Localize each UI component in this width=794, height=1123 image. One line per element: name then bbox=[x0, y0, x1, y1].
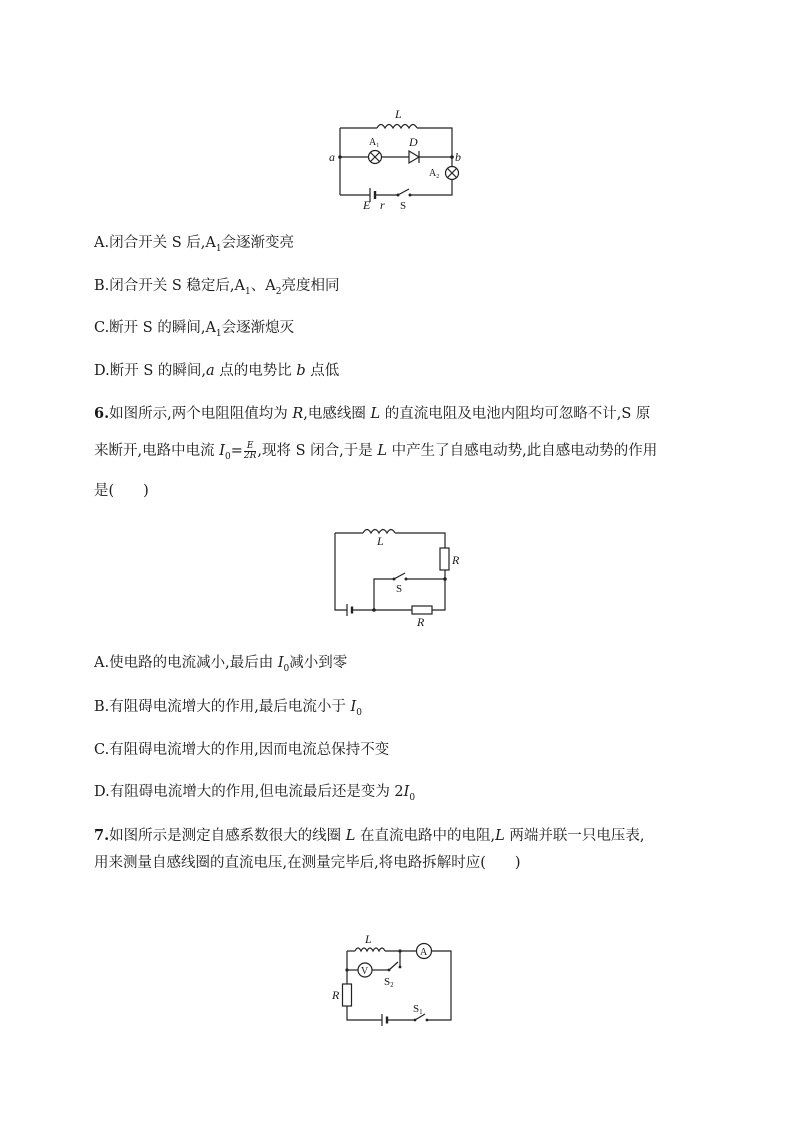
switch-S-icon bbox=[393, 573, 408, 581]
q5-option-b: B.闭合开关 S 稳定后$,A_1$、$A_2$亮度相同 bbox=[94, 278, 340, 297]
q6-stem-line2: 来断开,电路中电流 $I_0=$ $\frac{E}{2R}$ ,现将 S 闭合,于是 L 中产生了自感电动势,此自感电动势的作用 bbox=[94, 440, 658, 462]
circuit-diagram-2 bbox=[325, 518, 470, 630]
q6-option-c: C.有阻碍电流增大的作用,因而电流总保持不变 bbox=[94, 742, 390, 758]
q5-option-c: C.断开 S 的瞬间$,A_1$会逐渐熄灭 bbox=[94, 320, 295, 339]
label-L: L bbox=[377, 534, 384, 548]
label-a: a bbox=[329, 150, 335, 164]
fraction-E-over-2R: $\frac{E}{2R}$ bbox=[243, 440, 257, 461]
ammeter-icon bbox=[417, 944, 432, 959]
label-S2: S2 bbox=[384, 976, 394, 989]
label-L: L bbox=[365, 932, 372, 946]
label-A1: $A_1$ bbox=[369, 137, 380, 149]
label-r: r bbox=[380, 198, 385, 212]
q6-option-d: D.有阻碍电流增大的作用,但电流最后还是变为 $2I_0$ bbox=[94, 784, 416, 803]
voltmeter-icon bbox=[358, 963, 372, 977]
svg-text:V: V bbox=[361, 966, 369, 977]
circuit-diagram-3 bbox=[330, 926, 460, 1030]
label-S: S bbox=[396, 583, 403, 595]
q6-stem-line1: 6.如图所示,两个电阻阻值均为 R,电感线圈 L 的直流电阻及电池内阻均可忽略不计,S 原 bbox=[94, 405, 651, 422]
q7-stem-line1: 7.如图所示是测定自感系数很大的线圈 L 在直流电路中的电阻,L 两端并联一只电压表, bbox=[94, 827, 645, 844]
label-b: b bbox=[455, 150, 461, 164]
battery-icon bbox=[370, 188, 375, 202]
resistor-R2-icon bbox=[412, 606, 432, 614]
diode-D-icon bbox=[409, 151, 419, 163]
lamp-A1-icon bbox=[369, 151, 382, 164]
label-S: S bbox=[400, 200, 407, 212]
q5-option-a: A.闭合开关 S 后$,A_1$会逐渐变亮 bbox=[94, 235, 295, 254]
q5-option-d: D.断开 S 的瞬间,a 点的电势比 b 点低 bbox=[94, 363, 340, 379]
q6-option-b: B.有阻碍电流增大的作用,最后电流小于 $I_0$ bbox=[94, 699, 362, 718]
label-L: L bbox=[395, 107, 402, 121]
label-A2: $A_2$ bbox=[429, 168, 440, 180]
battery-icon bbox=[382, 1014, 387, 1026]
q6-stem-line3: 是( ) bbox=[94, 483, 149, 499]
battery-icon bbox=[347, 604, 352, 616]
label-D: D bbox=[409, 135, 418, 149]
switch-S2-icon bbox=[388, 962, 402, 971]
q6-option-a: A.使电路的电流减小,最后由 $I_0$减小到零 bbox=[94, 655, 348, 674]
resistor-R1-icon bbox=[440, 548, 449, 570]
label-E: E bbox=[363, 198, 371, 212]
label-S1: S1 bbox=[413, 1003, 423, 1016]
label-R2: R bbox=[417, 615, 425, 629]
label-R1: R bbox=[452, 553, 460, 567]
resistor-R-icon bbox=[343, 984, 352, 1006]
label-R: R bbox=[332, 988, 340, 1002]
switch-S-icon bbox=[397, 189, 412, 197]
lamp-A2-icon bbox=[446, 167, 459, 180]
svg-text:A: A bbox=[420, 947, 428, 958]
circuit-diagram-1 bbox=[325, 100, 470, 212]
q7-stem-line2: 用来测量自感线圈的直流电压,在测量完毕后,将电路拆解时应( ) bbox=[94, 855, 521, 871]
